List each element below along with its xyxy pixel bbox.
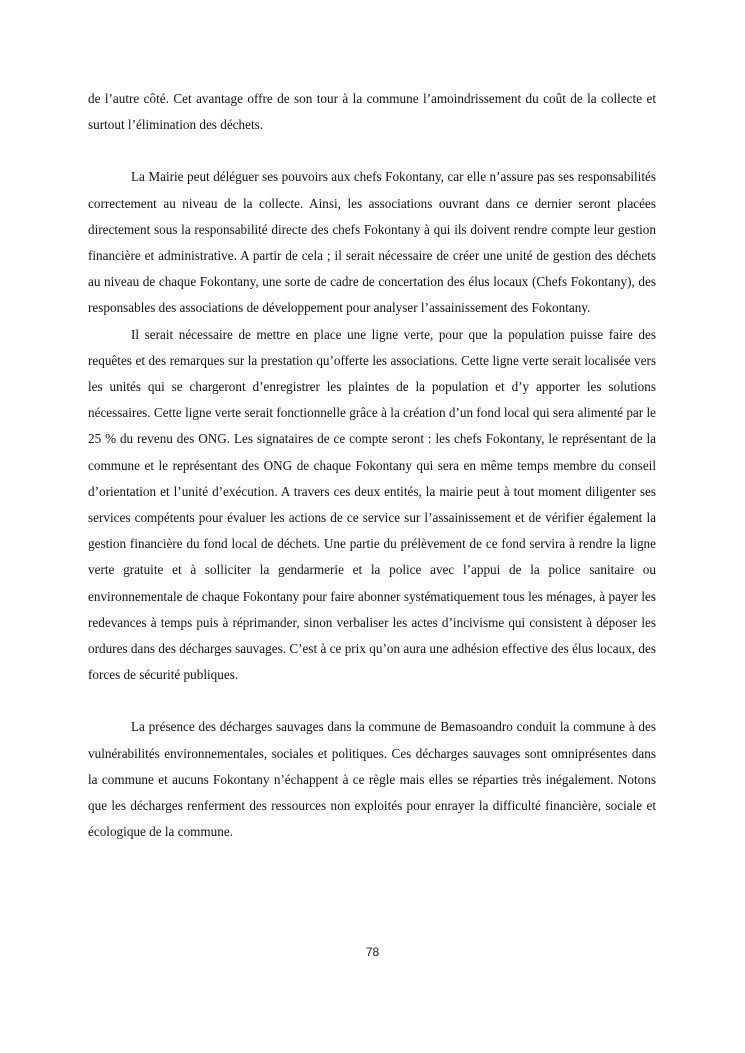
paragraph-continuation: de l’autre côté. Cet avantage offre de son tour à la commune l’amoindrissement du coût de la collecte et surtout l’élimination des déchets. (88, 91, 656, 133)
paragraph-decharges-sauvages: La présence des décharges sauvages dans la commune de Bemasoandro conduit la commune à des vulnérabilités environnementales, sociales et politiques. Ces décharges sauvages sont omniprésentes dans la commune et aucuns Fokontany n’échappent à ce règle mais elles se réparties très inégalement. Notons que les décharges renferment des ressources non exploités pour enrayer la difficulté financière, sociale et écologique de la commune. (88, 719, 656, 840)
paragraph-ligne-verte: Il serait nécessaire de mettre en place une ligne verte, pour que la population puisse faire des requêtes et des remarques sur la prestation qu’offerte les associations. Cette ligne verte serait localisée vers les unités qui se chargeront d’enregistrer les plaintes de la population et d’y apporter les solutions nécessaires. Cette ligne verte serait fonctionnelle grâce à la création d’un fond local qui sera alimenté par le 25 % du revenu des ONG. Les signataires de ce compte seront : les chefs Fokontany, le représentant de la commune et le représentant des ONG de chaque Fokontany qui sera en même temps membre du conseil d’orientation et l’unité d’exécution. A travers ces deux entités, la mairie peut à tout moment diligenter ses services compétents pour évaluer les actions de ce service sur l’assainissement et de vérifier également la gestion financière du fond local de déchets. Une partie du prélèvement de ce fond servira à rendre la ligne verte gratuite et à solliciter la gendarmerie et la police avec l’appui de la police sanitaire ou environnementale de chaque Fokontany pour faire abonner systématiquement tous les ménages, à payer les redevances à temps puis à réprimander, sinon verbaliser les actes d’incivisme qui consistent à déposer les ordures dans des décharges sauvages. C’est à ce prix qu’on aura une adhésion effective des élus locaux, des forces de sécurité publiques. (88, 326, 656, 683)
page-body (88, 86, 656, 845)
paragraph-mairie-delegation: La Mairie peut déléguer ses pouvoirs aux chefs Fokontany, car elle n’assure pas ses responsabilités correctement au niveau de la collecte. Ainsi, les associations ouvrant dans ce dernier seront placées directement sous la responsabilité directe des chefs Fokontany à qui ils doivent rendre compte leur gestion financière et administrative. A partir de cela ; il serait nécessaire de créer une unité de gestion des déchets au niveau de chaque Fokontany, une sorte de cadre de concertation des élus locaux (Chefs Fokontany), des responsables des associations de développement pour analyser l’assainissement des Fokontany. (88, 169, 656, 316)
page-number: 78 (365, 945, 380, 959)
